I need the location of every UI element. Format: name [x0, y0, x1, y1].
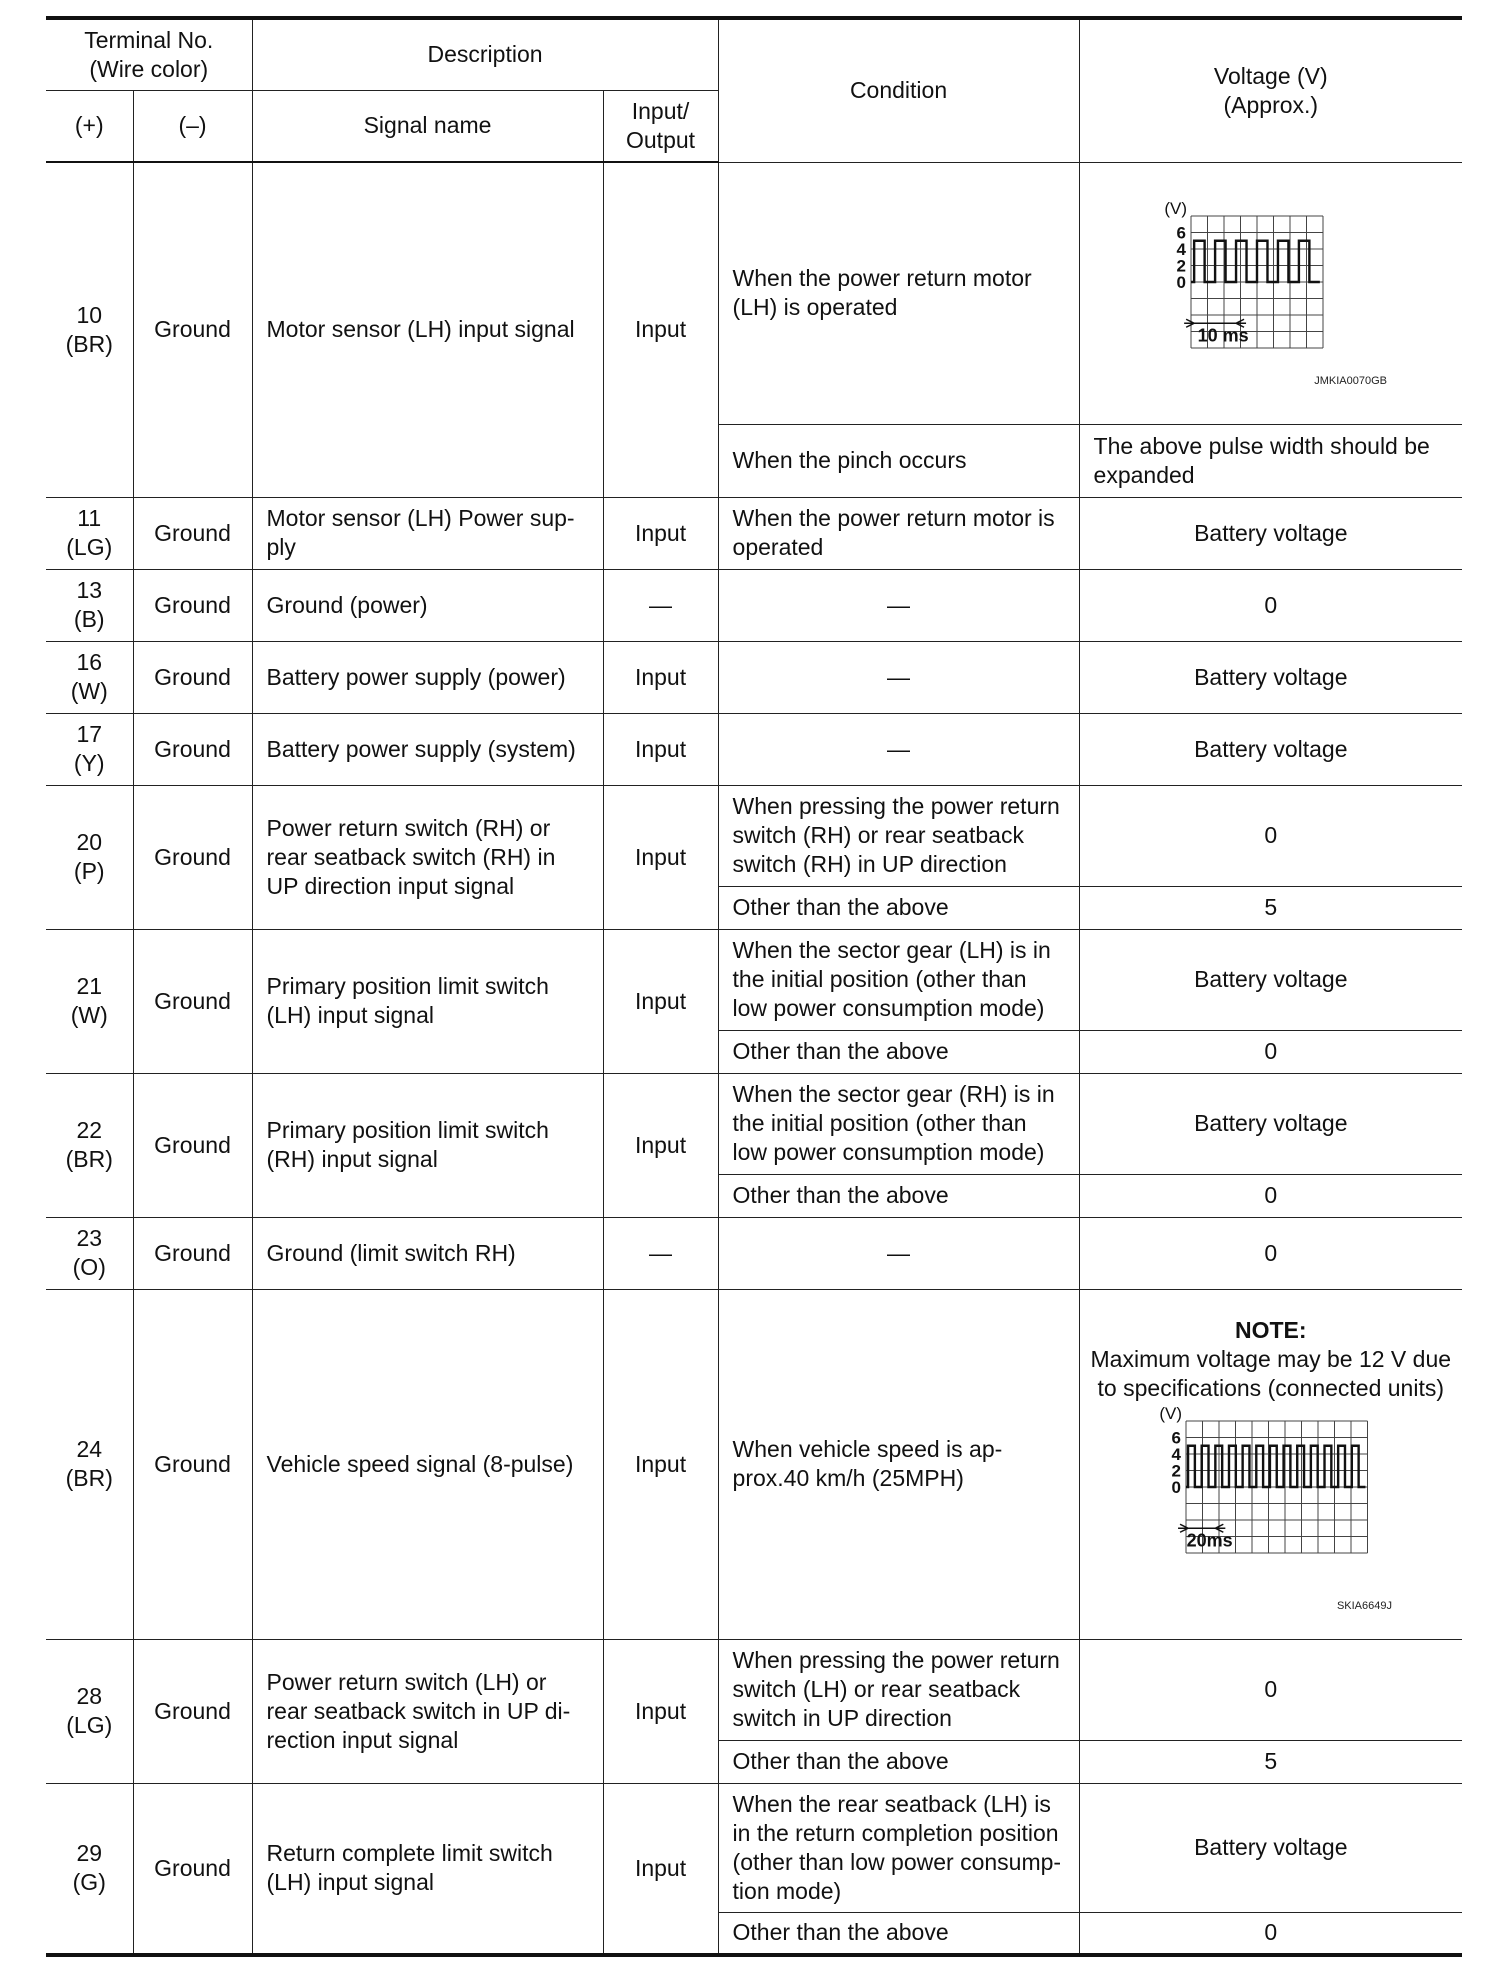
voltage-label: Voltage (V) [1213, 62, 1328, 89]
voltage-cell: Battery voltage [1079, 713, 1462, 785]
terminal-table-sheet [46, 16, 1462, 1957]
table-row [46, 1783, 1462, 1912]
condition-cell: When the power return motor (LH) is operated [718, 162, 1079, 424]
condition-cell: When the power return motor is operated [718, 497, 1079, 569]
signal-name-cell: Battery power supply (system) [252, 713, 603, 785]
io-cell: Input [603, 1289, 718, 1639]
terminal-number: 24 [76, 1436, 103, 1462]
wire-color: (Y) [73, 750, 105, 776]
pulse-trace [1186, 1445, 1365, 1486]
io-label-2: Output [626, 126, 696, 153]
condition-cell: — [718, 1217, 1079, 1289]
terminal-cell [46, 713, 133, 785]
negative-terminal-cell: Ground [133, 1217, 252, 1289]
voltage-cell: Battery voltage [1079, 1073, 1462, 1174]
signal-name-cell: Primary position limit switch (RH) input signal [252, 1073, 603, 1217]
terminal-number: 22 [76, 1117, 103, 1143]
negative-terminal-cell: Ground [133, 929, 252, 1073]
table-row [46, 569, 1462, 641]
terminal-number: 17 [76, 721, 103, 747]
terminal-number: 20 [76, 829, 103, 855]
waveform-figure [1080, 198, 1463, 388]
approx-label: (Approx.) [1223, 91, 1319, 118]
figure-reference: JMKIA0070GB [1314, 375, 1387, 387]
terminal-number: 11 [77, 505, 102, 531]
plus-header: (+) [46, 90, 133, 162]
negative-terminal-cell: Ground [133, 1783, 252, 1955]
terminal-cell [46, 162, 133, 497]
terminal-no-label: Terminal No. [84, 26, 214, 53]
condition-cell: — [718, 569, 1079, 641]
table-row [46, 1073, 1462, 1174]
note-title: NOTE: [1235, 1316, 1307, 1343]
io-cell: Input [603, 929, 718, 1073]
io-cell: Input [603, 162, 718, 497]
voltage-cell: 0 [1079, 569, 1462, 641]
wire-color: (B) [73, 606, 105, 632]
wire-color: (O) [72, 1254, 106, 1280]
wire-color: (W) [70, 1002, 108, 1028]
signal-name-cell: Power return switch (RH) or rear seatback switch (RH) in UP direction input signal [252, 785, 603, 929]
voltage-cell: 0 [1079, 1217, 1462, 1289]
condition-cell: When pressing the power return switch (LH) or rear seatback switch in UP direction [718, 1639, 1079, 1740]
table-row [46, 1217, 1462, 1289]
negative-terminal-cell: Ground [133, 569, 252, 641]
io-cell: Input [603, 497, 718, 569]
y-tick-label: 2 [1171, 1461, 1181, 1480]
io-label-1: Input/ [631, 97, 690, 124]
signal-name-cell: Motor sensor (LH) Power sup-ply [252, 497, 603, 569]
condition-header: Condition [718, 18, 1079, 162]
table-row [46, 162, 1462, 424]
voltage-cell: 0 [1079, 1174, 1462, 1217]
wire-color: (G) [72, 1869, 106, 1896]
wire-color: (BR) [65, 1465, 113, 1491]
signal-name-cell: Ground (limit switch RH) [252, 1217, 603, 1289]
figure-reference: SKIA6649J [1336, 1599, 1392, 1612]
voltage-cell: 5 [1079, 1740, 1462, 1783]
voltage-cell: 5 [1079, 886, 1462, 929]
voltage-cell: Battery voltage [1079, 1783, 1462, 1912]
time-span-label: 20ms [1186, 1529, 1233, 1550]
terminal-number: 21 [76, 973, 103, 999]
pulse-trace [1191, 241, 1320, 282]
io-header [603, 90, 718, 162]
io-cell: — [603, 569, 718, 641]
terminal-number: 10 [76, 301, 103, 328]
terminal-cell [46, 1217, 133, 1289]
signal-name-cell: Return complete limit switch (LH) input signal [252, 1783, 603, 1955]
condition-cell: When the sector gear (LH) is in the initial position (other than low power consumption mode) [718, 929, 1079, 1030]
wire-color: (LG) [66, 1712, 113, 1738]
minus-header: (–) [133, 90, 252, 162]
table-row [46, 785, 1462, 886]
signal-name-cell: Primary position limit switch (LH) input signal [252, 929, 603, 1073]
condition-cell: When the sector gear (RH) is in the initial position (other than low power consumption mode) [718, 1073, 1079, 1174]
wire-color: (W) [70, 678, 108, 704]
terminal-table-body [46, 162, 1462, 1955]
voltage-cell: Battery voltage [1079, 497, 1462, 569]
terminal-table [46, 16, 1462, 1957]
signal-name-cell: Vehicle speed signal (8-pulse) [252, 1289, 603, 1639]
table-row [46, 641, 1462, 713]
terminal-cell [46, 929, 133, 1073]
condition-cell: Other than the above [718, 1030, 1079, 1073]
table-row [46, 497, 1462, 569]
terminal-cell [46, 1783, 133, 1955]
negative-terminal-cell: Ground [133, 162, 252, 497]
signal-name-cell: Motor sensor (LH) input signal [252, 162, 603, 497]
y-tick-label: 6 [1171, 1428, 1181, 1447]
voltage-waveform-cell [1079, 1289, 1462, 1639]
condition-cell: Other than the above [718, 1740, 1079, 1783]
table-row [46, 1639, 1462, 1740]
waveform-figure [1080, 1403, 1463, 1613]
table-row [46, 713, 1462, 785]
negative-terminal-cell: Ground [133, 641, 252, 713]
y-tick-label: 6 [1176, 223, 1186, 243]
table-row [46, 929, 1462, 1030]
table-row [46, 1289, 1462, 1639]
negative-terminal-cell: Ground [133, 785, 252, 929]
io-cell: Input [603, 1639, 718, 1783]
y-tick-label: 0 [1176, 273, 1186, 292]
condition-cell: When vehicle speed is ap-prox.40 km/h (25MPH) [718, 1289, 1079, 1639]
terminal-number: 23 [76, 1225, 103, 1251]
condition-cell: — [718, 641, 1079, 713]
condition-cell: Other than the above [718, 886, 1079, 929]
terminal-no-header [46, 18, 252, 90]
signal-name-cell: Power return switch (LH) or rear seatback switch in UP di-rection input signal [252, 1639, 603, 1783]
terminal-cell [46, 1289, 133, 1639]
terminal-cell [46, 1073, 133, 1217]
io-cell: Input [603, 713, 718, 785]
negative-terminal-cell: Ground [133, 1639, 252, 1783]
y-tick-label: 4 [1171, 1444, 1181, 1464]
io-cell: — [603, 1217, 718, 1289]
negative-terminal-cell: Ground [133, 1289, 252, 1639]
voltage-cell: Battery voltage [1079, 929, 1462, 1030]
voltage-cell: 0 [1079, 1030, 1462, 1073]
terminal-cell [46, 641, 133, 713]
terminal-cell [46, 1639, 133, 1783]
wire-color: (P) [73, 858, 105, 884]
wire-color: (LG) [66, 534, 113, 560]
condition-cell: When the pinch occurs [718, 424, 1079, 497]
wire-color: (BR) [65, 330, 113, 357]
wire-color: (BR) [65, 1146, 113, 1172]
voltage-cell: 0 [1079, 1639, 1462, 1740]
y-tick-label: 4 [1176, 240, 1186, 259]
voltage-cell: Battery voltage [1079, 641, 1462, 713]
unit-label: (V) [1164, 199, 1187, 218]
io-cell: Input [603, 641, 718, 713]
voltage-waveform-cell [1079, 162, 1462, 424]
unit-label: (V) [1159, 1403, 1182, 1423]
io-cell: Input [603, 1073, 718, 1217]
voltage-header [1079, 18, 1462, 162]
negative-terminal-cell: Ground [133, 1073, 252, 1217]
terminal-cell [46, 785, 133, 929]
condition-cell: — [718, 713, 1079, 785]
terminal-number: 16 [76, 649, 103, 675]
voltage-cell: 0 [1079, 785, 1462, 886]
signal-name-header: Signal name [252, 90, 603, 162]
terminal-number: 13 [76, 577, 103, 603]
terminal-number: 29 [76, 1840, 103, 1867]
terminal-cell [46, 569, 133, 641]
y-tick-label: 0 [1171, 1477, 1181, 1497]
voltage-cell: 0 [1079, 1912, 1462, 1955]
terminal-cell [46, 497, 133, 569]
condition-cell: When pressing the power return switch (RH) or rear seatback switch (RH) in UP direction [718, 785, 1079, 886]
y-tick-label: 2 [1176, 256, 1186, 276]
note-text: Maximum voltage may be 12 V due to specifications (connected units) [1090, 1345, 1452, 1401]
io-cell: Input [603, 1783, 718, 1955]
description-header: Description [252, 18, 718, 90]
terminal-number: 28 [76, 1683, 103, 1709]
signal-name-cell: Ground (power) [252, 569, 603, 641]
voltage-cell: The above pulse width should be expanded [1079, 424, 1462, 497]
wave2-oscilloscope [1146, 1403, 1396, 1613]
wire-color-label: (Wire color) [89, 55, 209, 82]
condition-cell: When the rear seatback (LH) is in the return completion position (other than low power consump-tion mode) [718, 1783, 1079, 1912]
time-span-label: 10 ms [1197, 325, 1249, 346]
condition-cell: Other than the above [718, 1174, 1079, 1217]
condition-cell: Other than the above [718, 1912, 1079, 1955]
negative-terminal-cell: Ground [133, 497, 252, 569]
signal-name-cell: Battery power supply (power) [252, 641, 603, 713]
wave1-oscilloscope [1151, 198, 1391, 388]
negative-terminal-cell: Ground [133, 713, 252, 785]
io-cell: Input [603, 785, 718, 929]
